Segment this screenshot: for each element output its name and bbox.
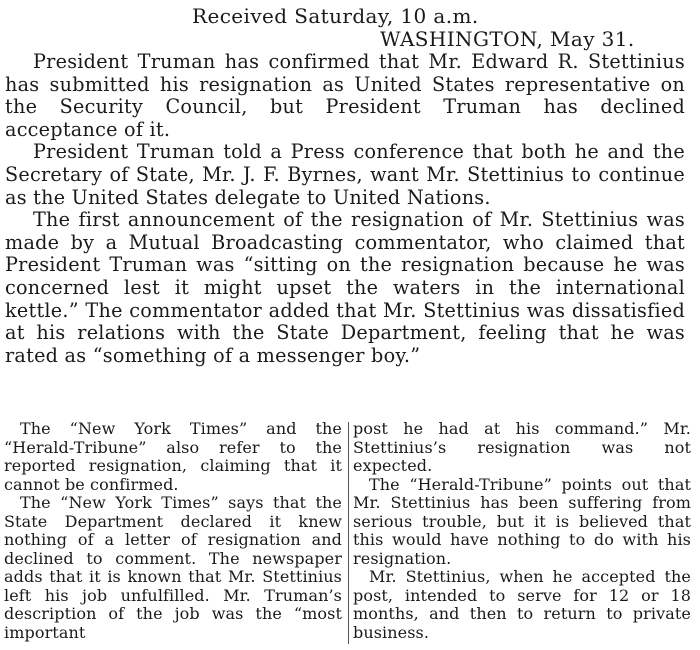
dateline: WASHINGTON, May 31. bbox=[380, 27, 635, 51]
received-time: Received Saturday, 10 a.m. bbox=[192, 4, 479, 28]
right-paragraph-2: The “Herald-Tribune” points out that Mr. Stettinius has been suffering from serious trouble, but it is believed that this would have nothing to do with his resignation. bbox=[353, 474, 691, 568]
lead-article bbox=[5, 51, 685, 367]
lead-paragraph-3: The first announcement of the resignation of Mr. Stettinius was made by a Mutual Broadcasting commentator, who claimed that President Truman was “sitting on the resignation because he was concerned lest it might upset the waters in the international kettle.” The commentator added that Mr. Stettinius was dissatisfied at his relations with the State Department, feeling that he was rated as “something of a messenger boy.” bbox=[5, 208, 685, 367]
right-paragraph-3: Mr. Stettinius, when he accepted the post, intended to serve for 12 or 18 months, and then to return to private business. bbox=[353, 567, 691, 642]
left-paragraph-1: The “New York Times” and the “Herald-Tribune” also refer to the reported resignation, claiming that it cannot be confirmed. bbox=[4, 419, 342, 494]
column-divider bbox=[348, 422, 349, 644]
right-paragraph-1: post he had at his command.” Mr. Stettinius’s resignation was not expected. bbox=[353, 419, 691, 475]
right-column bbox=[353, 420, 691, 642]
two-column-section bbox=[4, 420, 696, 646]
left-paragraph-2: The “New York Times” says that the State Department declared it knew nothing of a letter of resignation and declined to comment. The newspaper adds that it is known that Mr. Stettinius left his job unfulfilled. Mr. Truman’s description of the job was the “most important bbox=[4, 493, 342, 642]
lead-paragraph-1: President Truman has confirmed that Mr. Edward R. Stettinius has submitted his resignation as United States representative on the Security Council, but President Truman has declined acceptance of it. bbox=[5, 50, 685, 141]
lead-paragraph-2: President Truman told a Press conference that both he and the Secretary of State, Mr. J. F. Byrnes, want Mr. Stettinius to continue as the United States delegate to United Nations. bbox=[5, 140, 685, 209]
left-column bbox=[4, 420, 342, 642]
